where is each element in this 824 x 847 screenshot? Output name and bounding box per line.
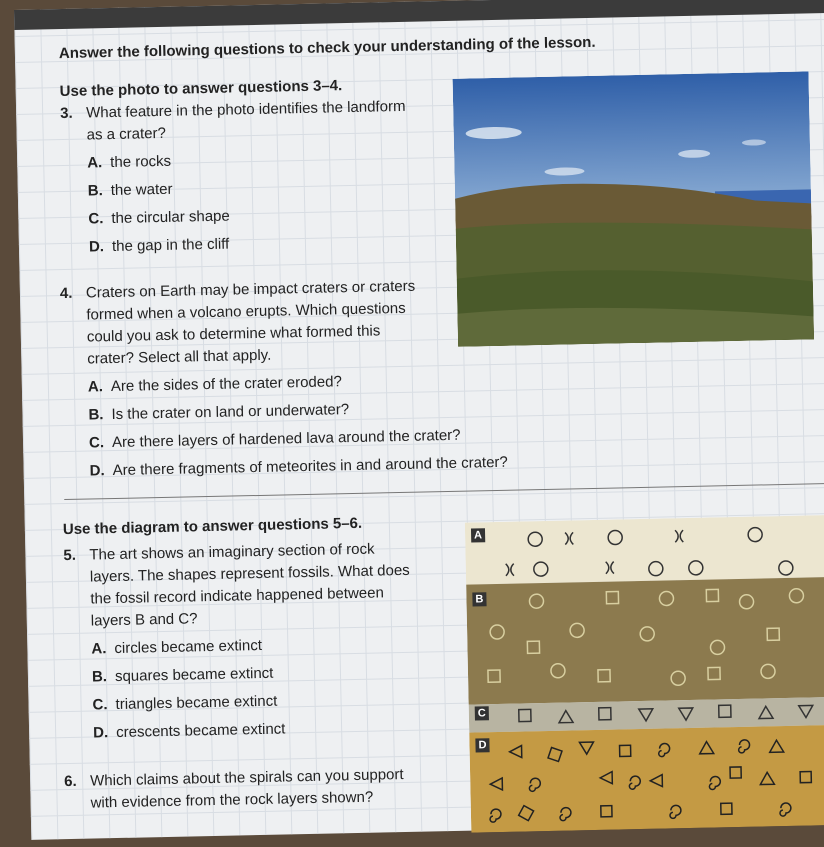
q6-number: 6. <box>63 772 77 791</box>
option-text: the rocks <box>110 152 172 172</box>
top-strip <box>14 0 824 30</box>
option-letter: B. <box>87 182 103 200</box>
q4-option-a[interactable] <box>88 373 342 395</box>
q5-line4: layers B and C? <box>90 610 198 630</box>
option-text: Are there fragments of meteorites in and around the crater? <box>112 453 508 480</box>
q5-option-d[interactable] <box>93 720 286 741</box>
q5-option-c[interactable] <box>92 693 277 714</box>
option-text: Are there layers of hardened lava around the crater? <box>111 426 461 452</box>
q4-line4: crater? Select all that apply. <box>87 346 272 368</box>
q3-number: 3. <box>60 104 73 123</box>
q4-option-b[interactable] <box>88 401 349 423</box>
option-letter: B. <box>88 406 104 424</box>
option-letter: C. <box>92 696 108 714</box>
q5-option-a[interactable] <box>91 637 262 658</box>
option-letter: D. <box>89 462 105 480</box>
q4-line2: formed when a volcano erupts. Which questions <box>86 299 406 324</box>
q6-line2: with evidence from the rock layers shown? <box>90 788 374 812</box>
rock-layer-diagram <box>465 515 824 833</box>
option-letter: A. <box>87 378 104 396</box>
option-letter: C. <box>88 434 105 452</box>
layer-label-c: C <box>475 706 489 720</box>
photo-intro: Use the photo to answer questions 3–4. <box>59 77 343 101</box>
q4-option-c[interactable] <box>89 427 461 452</box>
diagram-intro: Use the diagram to answer questions 5–6. <box>62 514 363 539</box>
layer-label-d: D <box>475 738 489 752</box>
q5-line3: the fossil record indicate happened between <box>90 584 385 608</box>
option-text: the gap in the cliff <box>111 235 230 255</box>
q3-option-a[interactable] <box>87 153 171 172</box>
option-text: squares became extinct <box>114 664 274 686</box>
layer-label-a: A <box>471 528 485 542</box>
option-letter: D. <box>92 724 109 742</box>
option-letter: D. <box>88 238 105 256</box>
q4-line3: could you ask to determine what formed this <box>86 322 381 346</box>
option-letter: B. <box>91 668 108 686</box>
q5-line2: layers. The shapes represent fossils. What does <box>89 561 410 586</box>
layer-a-band <box>465 515 824 585</box>
option-letter: C. <box>88 210 104 228</box>
option-text: circles became extinct <box>114 636 263 658</box>
q4-number: 4. <box>59 284 73 303</box>
option-text: Are the sides of the crater eroded? <box>110 373 343 396</box>
option-text: the water <box>110 180 173 200</box>
crater-photo <box>453 71 815 346</box>
header-instruction: Answer the following questions to check your understanding of the lesson. <box>58 33 596 63</box>
q5-line1: The art shows an imaginary section of rock <box>89 540 375 564</box>
option-text: triangles became extinct <box>115 692 278 714</box>
q3-option-c[interactable] <box>88 208 230 228</box>
option-text: Is the crater on land or underwater? <box>111 401 350 424</box>
q3-text-line1: What feature in the photo identifies the landform <box>85 97 406 122</box>
layer-label-b: B <box>472 592 486 606</box>
q5-number: 5. <box>63 546 77 565</box>
q4-option-d[interactable] <box>89 454 507 480</box>
q6-line1: Which claims about the spirals can you support <box>89 766 404 790</box>
q3-text-line2: as a crater? <box>86 124 167 144</box>
option-letter: A. <box>91 640 107 658</box>
section-divider <box>64 483 824 500</box>
option-text: the circular shape <box>111 207 230 228</box>
q3-option-b[interactable] <box>88 181 173 200</box>
q4-line1: Craters on Earth may be impact craters or craters <box>85 277 416 302</box>
option-text: crescents became extinct <box>115 720 286 742</box>
q3-option-d[interactable] <box>89 236 230 256</box>
q5-option-b[interactable] <box>92 665 274 686</box>
worksheet-page <box>14 0 824 840</box>
option-letter: A. <box>87 154 103 172</box>
